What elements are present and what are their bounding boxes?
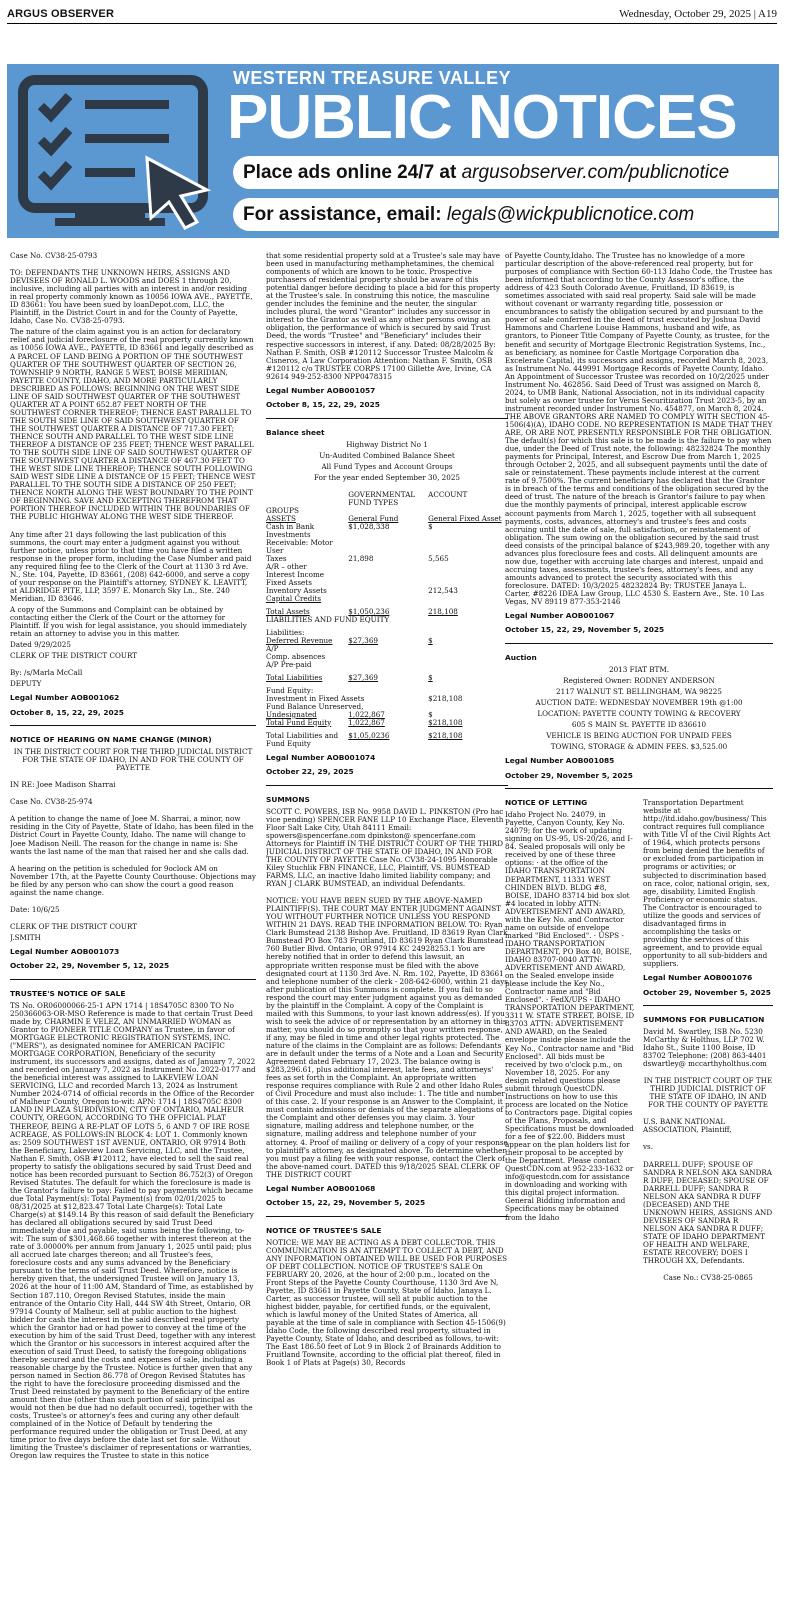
row-label: Deferred Revenue (266, 635, 333, 645)
in-re: IN RE: Joee Madison Sharrai (10, 780, 116, 790)
notice-heading: SUMMONS (266, 794, 310, 804)
cell-value: $ (428, 672, 433, 682)
letting-right-subcolumn (643, 799, 773, 1285)
legal-number: Legal Number AOB001076 (643, 973, 753, 983)
row-label: Investment in Fixed Assets (266, 693, 365, 703)
cell-value: 1,022,867 (348, 709, 385, 719)
assistance-prefix: For assistance, email: (243, 203, 442, 225)
auction-line: 605 S MAIN St. PAYETTE ID 836610 (571, 720, 707, 730)
publication-dates: October 15, 22, 29, November 5, 2025 (505, 625, 665, 635)
row-label: A/P (266, 643, 279, 653)
notice-divider (266, 1216, 508, 1217)
auction-line: LOCATION: PAYETTE COUNTY TOWING & RECOVERY (537, 709, 741, 719)
row-label: Total Assets (266, 606, 310, 616)
row-label: Total Fund Equity (266, 717, 332, 727)
notice-heading: TRUSTEE'S NOTICE OF SALE (10, 988, 126, 998)
cell-value: $ (428, 709, 433, 719)
cell-value (348, 645, 428, 653)
clerk-signature: J.SMITH (10, 932, 41, 942)
publication-dates: October 22, 29, 2025 (266, 767, 354, 777)
cell-value: 21,898 (348, 553, 374, 563)
publication-dates: October 8, 15, 22, 29, 2025 (10, 707, 124, 717)
banner-title: PUBLIC NOTICES (227, 83, 737, 152)
cell-value (428, 645, 508, 653)
row-label: Comp. absences (266, 651, 326, 661)
notice-divider (266, 785, 508, 786)
public-notices-banner (7, 64, 779, 238)
legal-number: Legal Number AOB001057 (266, 385, 376, 395)
paper-name: ARGUS OBSERVER (7, 7, 115, 20)
section-label: Liabilities: (266, 627, 305, 637)
cell-value (428, 571, 508, 587)
publication-dates: October 15, 22, 29, November 5, 2025 (266, 1198, 426, 1208)
trustee-sale-text: NOTICE: WE MAY BE ACTING AS A DEBT COLLECTOR. THIS COMMUNICATION IS AN ATTEMPT TO COLLECT A DEBT, AND ANY INFORMATION OBTAINED WILL BE USED FOR PURPOSES OF DEBT COLLECTION. NOTICE OF TRUSTEE'S SALE On FEBRUARY 20, 2026, at the hour of 2:00 p.m., located on the Front Steps of the Payette County Courthouse, 1130 3rd Ave N, Payette, ID 83661 in Payette County, State of Idaho. Janaya L. Carter, as successor trustee, will sell at public auction to the highest bidder, payable, for certified funds, or the equivalent, which is lawful money of the United States of America, all payable at the time of sale in compliance with Section 45-1506(9) Idaho Code, the following described real property, situated in Payette County, State of Idaho, and described as follows, to-wit: The East 186.50 feet of Lot 9 in Block 2 of Brainards Addition to Fruitland Townsite, according to the official plat thereof, filed in Book 1 of Plats at Page(s) 30, Records (266, 1237, 508, 1368)
cell-value: 218,108 (428, 606, 458, 616)
cell-value: $27,369 (348, 672, 378, 682)
assistance-email-link[interactable]: legals@wickpublicnotice.com (446, 203, 695, 225)
cell-value (428, 563, 508, 571)
cell-value: $1,050,236 (348, 606, 390, 616)
summons-copy: A copy of the Summons and Complaint can be obtained by contacting either the Clerk of the Court or the attorney for Plaintiff. If you wish for legal assistance, you should immediately retain an attorney to advise you in this matter. (10, 604, 247, 639)
place-ads-prefix: Place ads online 24/7 at (243, 161, 457, 183)
notice-heading: NOTICE OF LETTING (505, 798, 588, 808)
publication-dates: October 8, 15, 22, 29, 2025 (266, 400, 380, 410)
assistance-pill (233, 198, 778, 231)
row-label: GROUPS (266, 505, 299, 515)
cell-value (348, 661, 428, 669)
trustee-sale-text: TS No. OR06000066-25-1 APN 1714 | 18S4705C 8300 TO No 250366063-OR-MSO Reference is made to that certain Trust Deed made by, CHARMIN E VELEZ, AN UNMARRIED WOMAN as Grantor to PIONEER TITLE COMPANY as Trustee, in favor of MORTGAGE ELECTRONIC REGISTRATION SYSTEMS, INC. ("MERS"), as designated nominee for AMERICAN PACIFIC MORTGAGE CORPORATION, Beneficiary of the security instrument, its successors and assigns, dated as of January 7, 2022 and recorded on January 7, 2022 as Instrument No. 2022-0177 and the beneficial interest was assigned to LAKEVIEW LOAN SERVICING, LLC and recorded March 13, 2024 as Instrument Number 2024-0714 of official records in the Office of the Recorder of Malheur County, Oregon to-wit: APN: 1714 | 18S4705C 8300 LAND IN PLAZA SUBDIVISION, CITY OF ONTARIO, MALHEUR COUNTY, OREGON, ACCORDING TO THE OFFICIAL PLAT THEREOF, BEING A RE-PLAT OF LOTS 5, 6 AND 7 OF IRE ROSE ACREAGE, AS FOLLOWS:IN BLOCK 4: LOT 1. Commonly known as: 2509 SOUTHWEST 1ST AVENUE, ONTARIO, OR 97914 Both the Beneficiary, Lakeview Loan Servicing, LLC, and the Trustee, Nathan F. Smith, OSB #120112, have elected to sell the said real property to satisfy the obligations secured by said Trust Deed and notice has been recorded pursuant to Section 86.752(3) of Oregon Revised Statutes. The default for which the foreclosure is made is the Grantor's failure to pay: Failed to pay payments which became due Total Payment(s): Total Payment(s) from 02/01/2025 to 08/31/2025 at $12,823.47 Total Late Charge(s): Total Late Charge(s) at $149.14 By this reason of said default the Beneficiary has declared all obligations secured by said Trust Deed immediately due and payable, said sums being the following, to-wit: The sum of $301,468.66 together with interest thereon at the rate of 3.00000% per annum from January 1, 2025 until paid; plus all accrued late charges thereon; and all Trustee's fees, foreclosure costs and any sums advanced by the Beneficiary pursuant to the terms of said Trust Deed. Wherefore, notice is hereby given that, the undersigned Trustee will on January 13, 2026 at the hour of 11:00 AM, Standard of Time, as established by Section 187.110, Oregon Revised Statutes, inside the main entrance of the Ontario City Hall, 444 SW 4th Street, Ontario, OR 97914 County of Malheur, sell at public auction to the highest bidder for cash the interest in the said described real property which the Grantor had or had power to convey at the time of the execution by him of the said Trust Deed, together with any interest which the Grantor or his successors in interest acquired after the execution of said Trust Deed, to satisfy the foregoing obligations thereby secured and the costs and expenses of sale, including a reasonable charge by the Trustee. Notice is further given that any person named in Section 86.778 of Oregon Revised Statutes has the right to have the foreclosure proceeding dismissed and the Trust Deed reinstated by payment to the Beneficiary of the entire amount then due (other than such portion of said principal as would not then be due had no default occurred), together with the costs, Trustee's or attorney's fees and curing any other default complained of in the Notice of Default by tendering the performance required under the obligation or Trust Deed, at any time prior to five days before the date last set for sale. Without limiting the Trustee's disclaimer of representations or warranties, Oregon law requires the Trustee to state in this notice (10, 1000, 256, 1461)
summons-dated: Dated 9/29/2025 (10, 640, 71, 650)
auction-line: Registered Owner: RODNEY ANDERSON (563, 675, 715, 685)
cell-value (348, 571, 428, 587)
trustee-sale-continued: that some residential property sold at a Trustee's sale may have been used in manufacturing methamphetamines, the chemical components of which are known to be toxic. Prospective purchasers of residential property should be aware of this potential danger before deciding to place a bid for this property at the Trustee's sale. In construing this notice, the masculine gender includes the feminine and the neuter, the singular includes plural, the word "Grantor" includes any successor in interest to the Grantor as well as any other persons owing an obligation, the performance of which is secured by said Trust Deed, the words "Trustee" and "Beneficiary" includes their respective successors in interest, if any. Dated: 08/28/2025 By: Nathan F. Smith, OSB #120112 Successor Trustee Malcolm & Cisneros, A Law Corporation Attention: Nathan F. Smith, OSB #120112 c/o TRUSTEE CORPS 17100 Gillette Ave, Irvine, CA 92614 949-252-8300 NPP0478315 (266, 252, 501, 381)
letting-left-subcolumn (505, 799, 635, 1285)
balance-sheet-subtitle: All Fund Types and Account Groups (321, 461, 453, 471)
issue-date-page: Wednesday, October 29, 2025 | A19 (619, 7, 777, 20)
cell-value: $ (428, 635, 433, 645)
auction-details (505, 666, 773, 751)
row-label: Capital Credits (266, 593, 322, 603)
notices-column-2 (266, 252, 508, 1614)
auction-line: AUCTION DATE: WEDNESDAY NOVEMBER 19th @1:00 (535, 698, 743, 708)
balance-sheet-subtitle: For the year ended September 30, 2025 (314, 472, 460, 482)
cell-value (348, 587, 428, 595)
legal-number: Legal Number AOB001062 (10, 693, 120, 703)
row-label: Receivable: Motor User (266, 537, 333, 555)
cell-value (428, 661, 508, 669)
cell-value: $218,108 (428, 717, 463, 727)
trustee-sale-continued: of Payette County,Idaho. The Trustee has no knowledge of a more particular description of the above-referenced real property, but for purposes of compliance with Section 60-113 Idaho Code, the Trustee has been informed that according to the County Assessor's office, the address of 423 South Colorado Avenue, Fruitland, ID 83619, is sometimes associated with said real property. Said sale will be made without covenant or warranty regarding title, possession or encumbrances to satisfy the obligation secured by and pursuant to the power of sale conferred in the deed of trust executed by Joshua David Hammons and Charlene Louise Hammons, husband and wife, as grantors, to Pioneer Title Company of Payette County, as trustee, for the benefit and security of Mortgage Electronic Registration Systems, Inc., as beneficiary, as nominee for Castle Mortgage Corporation dba Excelerate Capital, its successors and assigns, recorded March 8, 2023, as Instrument No. 449991 Mortgage Records of Payette County, Idaho. An Appointment of Successor Trustee was recorded on 10/2/2025 under Instrument No. 462856. Said Deed of Trust was assigned on March 8, 2024, to UMB Bank, National Association, not in its individual capacity but solely as owner trustee for Verus Securitization Trust 2023-5, by an instrument recorded under Instrument No. 454877, on March 8, 2024. THE ABOVE GRANTORS ARE NAMED TO COMPLY WITH SECTION 45-1506(4)(A), IDAHO CODE. NO REPRESENTATION IS MADE THAT THEY ARE, OR ARE NOT, PRESENTLY RESPONSIBLE FOR THE OBLIGATION. The default(s) for which this sale is to be made is the failure to pay when due, under the Deed of Trust note, the following: 48232824 The monthly payments for Principal, Interest, and Escrow Due from March 1, 2025 through October 2, 2025, and all subsequent payments until the date of sale or reinstatement. These payments include interest at the current rate of 9.7500%. The current beneficiary has declared that the Grantor is in breach of the terms and conditions of the obligation secured by the deed of trust. The nature of the breach is Grantor's failure to pay when due the monthly payments of principal, interest applicable escrow account payments from March 1, 2025, together with all subsequent payments, costs, advances, attorney's and trustee's fees and costs accruing until the date of sale, full satisfaction, or reinstatement of obligation. The sum owing on the obligation secured by the said trust deed consists of the principal balance of $243,989.20, together with any advances plus foreclosure fees and costs. All delinquent amounts are now due, together with accruing late charges and interest, unpaid and accruing taxes, assessments, trustee's fees, attorney's fees, and any amounts advanced to protect the security associated with this foreclosure. DATED: 10/3/2025 48232824 By: TRUSTEE Janaya L. Carter, #8226 IDEA Law Group, LLC 4530 S. Eastern Ave., Ste. 10 Las Vegas, NV 89119 877-353-2146 (505, 252, 773, 607)
hearing-text: A hearing on the petition is scheduled for 9oclock AM on November 17th, at the Payette County Courthouse. Objections may be filed by any person who can show the court a good reason against the name change. (10, 863, 256, 897)
row-label: A/R – other (266, 561, 307, 571)
summons-by: By: /s/Marla McCall (10, 668, 83, 678)
publication-dates: October 29, November 5, 2025 (505, 770, 633, 780)
row-label: Interest Income Fixed Assets (266, 569, 325, 587)
balance-sheet-subtitle: Un-Audited Combined Balance Sheet (319, 450, 455, 460)
cell-value: $218,108 (428, 730, 463, 740)
cell-value: $ (428, 521, 433, 531)
notice-divider (10, 725, 256, 726)
auction-line: 2117 WALNUT ST. BELLINGHAM, WA 98225 (556, 687, 722, 697)
notice-divider (10, 979, 256, 980)
section-label: Fund Equity: (266, 685, 314, 695)
notice-heading: NOTICE OF HEARING ON NAME CHANGE (MINOR) (10, 735, 212, 745)
cell-value: 5,565 (428, 553, 449, 563)
case-number: Case No. CV38-25-0793 (10, 252, 98, 260)
petition-text: A petition to change the name of Joee M. Sharrai, a minor, now residing in the City of Payette, State of Idaho, has been filed in the District Court in Payette County, Idaho. The name will change to Joee Madison Neill. The reason for the change in name is: She wants the last name of the man that raised her and she calls dad. (10, 814, 254, 856)
row-label: Fund Balance Unreserved, (266, 701, 364, 711)
section-label: LIABILITIES AND FUND EQUITY (266, 614, 390, 624)
row-label: Total Liabilities and Fund Equity (266, 730, 339, 748)
row-label: Taxes (266, 553, 287, 563)
place-ads-pill (233, 156, 778, 189)
balance-sheet-table (266, 491, 508, 748)
legal-number: Legal Number AOB001073 (10, 946, 120, 956)
cell-value (348, 595, 428, 603)
row-label: Total Liabilities (266, 672, 323, 682)
auction-label: Auction (505, 652, 537, 662)
summons-deputy: DEPUTY (10, 679, 42, 689)
notices-column-1 (10, 252, 256, 1614)
column-head: General Fund (348, 513, 399, 523)
notice-date: Date: 10/6/25 (10, 904, 60, 914)
summons-time: Any time after 21 days following the last publication of this summons, the court may enter a judgment against you without further notice, unless prior to that time you have filed a written response in the proper form, including the Case Number and paid any required filing fee to the Clerk of the Court at 1130 3 rd Ave. N., Ste. 104, Payette, ID 83661, (208) 642-6000, and serve a copy of your response on the Plaintiff's attorney, SYDNEY K. LEAVITT, at ALDRIDGE PITE, LLP, 3597 E. Monarch Sky Ln., Ste. 240 Meridian, ID 83646. (10, 529, 252, 603)
defendants: DARRELL DUFF; SPOUSE OF SANDRA R NELSON AKA SANDRA R DUFF, DECEASED; SPOUSE OF DARRELL DUFF; SANDRA R NELSON AKA SANDRA R DUFF (DECEASED) AND THE UNKNOWN HEIRS, ASSIGNS AND DEVISEES OF SANDRA R NELSON AKA SANDRA R DUFF; STATE OF IDAHO DEPARTMENT OF HEALTH AND WELFARE, ESTATE RECOVERY; DOES I THROUGH XX, Defendants. (643, 1159, 773, 1266)
letting-and-summons-subcolumns (505, 799, 773, 1285)
letting-text-continued: Transportation Department website at http://itd.idaho.gov/business/ This contract requires full compliance with Title VI of the Civil Rights Act of 1964, which protects persons from being denied the benefits of or excluded from participation in programs or activities; or subjected to discrimination based on race, color, national origin, sex, age, disability, Limited English Proficiency or economic status. The Contractor is encouraged to utilize the goods and services of disadvantaged firms in accomplishing the tasks or providing the services of this agreement, and to provide equal opportunity to all sub-bidders and suppliers. (643, 798, 771, 969)
row-label: A/P Pre-paid (266, 659, 312, 669)
case-number: Case No. CV38-25-974 (10, 797, 93, 807)
court-caption: IN THE DISTRICT COURT OF THE THIRD JUDICIAL DISTRICT OF THE STATE OF IDAHO, IN AND FOR THE COUNTY OF PAYETTE (643, 1076, 773, 1110)
cell-value: 1,022,867 (348, 717, 385, 727)
cell-value (428, 595, 508, 603)
notice-divider (643, 1005, 773, 1006)
letting-text: Idaho Project No. 24079, in Payette, Canyon County, Key No. 24079; for the work of updating signing on US-95, US-20/26, and I-84. Sealed proposals will only be received by one of these three options: · at the office of the IDAHO TRANSPORTATION DEPARTMENT, 11331 WEST CHINDEN BLVD. BLDG #8, BOISE, IDAHO 83714 bid box slot #4 located in lobby ATTN: ADVERTISEMENT AND AWARD, with the Key No. and Contractor name on outside of envelope marked "Bid Enclosed". · USPS - IDAHO TRANSPORTATION DEPARTMENT, PO Box 40, BOISE, IDAHO 83707-0040 ATTN: ADVERTISEMENT AND AWARD, on the Sealed envelope inside please include the Key No., Contractor name and "Bid Enclosed". · FedX/UPS - IDAHO TRANSPORTATION DEPARTMENT, 3311 W. STATE STREET, BOISE, ID 83703 ATTN: ADVERTISEMENT AND AWARD, on the Sealed envelope inside please include the Key No., Contractor name and "Bid Enclosed". All bids must be received by two o'clock p.m., on November 18, 2025. For any design related questions please submit through QuestCDN. Instructions on how to use this process are located on the Notice to Contractors page. Digital copies of the Plans, Proposals, and Specifications must be downloaded for a fee of $22.00. Bidders must appear on the plan holders list for their proposal to be accepted by the Department. Please contact QuestCDN.com at 952-233-1632 or info@questcdn.com for assistance in downloading and working with this digital project information. General Bidding information and Specifications may be obtained from the Idaho (505, 810, 635, 1222)
legal-number: Legal Number AOB001074 (266, 752, 376, 762)
notice-divider (505, 788, 773, 789)
cell-value (348, 653, 428, 661)
place-ads-link[interactable]: argusobserver.com/publicnotice (461, 161, 730, 183)
masthead (7, 4, 777, 24)
cell-value (428, 539, 508, 555)
column-head: GOVERNMENTAL FUND TYPES (348, 489, 416, 507)
clerk: CLERK OF THE DISTRICT COURT (10, 921, 138, 931)
case-number: Case No.: CV38-25-0865 (663, 1273, 753, 1283)
cell-value: $1,05,0236 (348, 730, 390, 740)
attorney-block: David M. Swartley, ISB No. 5230 McCarthy & Holthus, LLP 702 W. Idaho St., Suite 1100 Boise, ID 83702 Telephone: (208) 863-4401 dswartley@ mccarthyholthus.com (643, 1026, 767, 1069)
column-head: ACCOUNT (428, 489, 468, 499)
summons-nature: The nature of the claim against you is an action for declaratory relief and judicial foreclosure of the real property currently known as 10056 IOWA AVE., PAYETTE, ID 83661 and legally described as A PARCEL OF LAND BEING A PORTION OF THE SOUTHWEST QUARTER OF THE SOUTHWEST QUARTER OF SECTION 26, TOWNSHIP 9 NORTH, RANGE 5 WEST, BOISE MERIDIAN, PAYETTE COUNTY, IDAHO, AND MORE PARTICULARLY DESCRIBED AS FOLLOWS: BEGINNING ON THE WEST SIDE LINE OF SAID SOUTHWEST QUARTER OF THE SOUTHWEST QUARTER AT A POINT 652.87 FEET NORTH OF THE SOUTHWEST CORNER THEREOF; THENCE EAST PARALLEL TO THE SOUTH SIDE LINE OF SAID SOUTHWEST QUARTER OF THE SOUTHWEST QUARTER A DISTANCE OF 717.30 FEET; THENCE SOUTH AND PARALLEL TO THE WEST SIDE LINE THEREOF A DISTANCE OF 235 FEET; THENCE WEST PARALLEL TO THE SOUTH SIDE LINE OF SAID SOUTHWEST QUARTER OF THE SOUTHWEST QUARTER A DISTANCE OF 467.30 FEET TO THE WEST SIDE LINE THEREOF; THENCE SOUTH FOLLOWING SAID WEST SIDE LINE A DISTANCE OF 15 FEET; THENCE WEST PARALLEL TO THE SOUTH SIDE A DISTANCE OF 250 FEET; THENCE NORTH ALONG THE WEST BOUNDARY TO THE POINT OF BEGINNING. SAVE AND EXCEPTING THEREFROM THAT PORTION THEREOF INCLUDED WITHIN THE BOUNDARIES OF THE PUBLIC HIGHWAY ALONG THE WEST SIDE THEREOF. (10, 327, 256, 522)
cell-value (348, 563, 428, 571)
cell-value (348, 539, 428, 555)
row-label: Cash in Bank Investments (266, 521, 315, 539)
notice-heading: SUMMONS FOR PUBLICATION (643, 1014, 765, 1024)
row-label: ASSETS (266, 513, 296, 523)
banner-kicker: WESTERN TREASURE VALLEY (233, 68, 511, 88)
plaintiff: U.S. BANK NATIONAL ASSOCIATION, Plaintiff, (643, 1117, 732, 1135)
publication-dates: October 29, November 5, 2025 (643, 987, 771, 997)
legal-number: Legal Number AOB001085 (505, 756, 615, 766)
summons-clerk: CLERK OF THE DISTRICT COURT (10, 651, 138, 661)
notice-divider (505, 643, 773, 644)
balance-sheet-title: Highway District No 1 (346, 439, 428, 449)
legal-number: Legal Number AOB001068 (266, 1183, 376, 1193)
notices-column-3 (505, 252, 773, 1614)
cell-value: $27,369 (348, 635, 378, 645)
auction-line: TOWING, STORAGE & ADMIN FEES. $3,525.00 (550, 742, 728, 752)
legal-number: Legal Number AOB001067 (505, 611, 615, 621)
row-label: Inventory Assets (266, 585, 327, 595)
cell-value: 212,543 (428, 585, 458, 595)
summons-to: TO: DEFENDANTS THE UNKNOWN HEIRS, ASSIGNS AND DEVISEES OF RONALD L. WOODS and DOES 1 through 20, inclusive, including all parties with an interest in and/or residing in real property commonly known as 10056 IOWA AVE., PAYETTE, ID 83661: You have been sued by loanDepot.com, LLC, the Plaintiff, in the District Court in and for the County of Payette, Idaho, Case No. CV38-25-0793. (10, 268, 253, 326)
court-caption: IN THE DISTRICT COURT FOR THE THIRD JUDICIAL DISTRICT FOR THE STATE OF IDAHO, IN AND FOR THE COUNTY OF PAYETTE (13, 747, 253, 773)
column-head: General Fixed Asset (428, 513, 502, 523)
summons-caption: SCOTT C. POWERS, ISB No. 9958 DAVID L. PINKSTON (Pro hac vice pending) SPENCER FANE LLP 10 Exchange Place, Eleventh Floor Salt Lake City, Utah 84111 Email: spowers@spencerfane.com dpinkston@ spencerfane.com Attorneys for Plaintiff IN THE DISTRICT COURT OF THE THIRD JUDICIAL DISTRICT OF THE STATE OF IDAHO, IN AND FOR THE COUNTY OF PAYETTE Case No. CV38-24-1095 Honorable Kiley Stuchlik FBN FINANCE, LLC, Plaintiff, VS. BUMSTEAD FARMS, LLC, an inactive Idaho limited liability company; and RYAN J CLARK BUMSTEAD, an individual Defendants. (266, 806, 504, 889)
checklist-with-cursor-icon (15, 72, 225, 232)
notice-divider (266, 418, 508, 419)
summons-text: NOTICE: YOU HAVE BEEN SUED BY THE ABOVE-NAMED PLAINTIFF(S). THE COURT MAY ENTER JUDGMENT AGAINST YOU WITHOUT FURTHER NOTICE UNLESS YOU RESPOND WITHIN 21 DAYS. READ THE INFORMATION BELOW. TO: Ryan Clark Bumstead 2138 Bishop Ave. Fruitland, ID 83619 Ryan Clark Bumstead PO Box 783 Fruitland, ID 83619 Ryan Clark Bumstead 760 Butler Blvd. Ontario, OR 97914 KC 24928253.1 You are hereby notified that in order to defend this lawsuit, an appropriate written response must be filed with the above designated court at 1130 3rd Ave. N. Rm. 102, Payette, ID 83661 and telephone number of the clerk - 208-642-6000, within 21 days after publication of this Summons is complete. If you fail to so respond the court may enter judgment against you as demanded by the plaintiff in the Complaint. A copy of the Complaint is mailed with this Summons, to your last known address(es). If you wish to seek the advice of or representation by an attorney in this matter, you should do so promptly so that your written response, if any, may be filed in time and other legal rights protected. The nature of the claims in the Complaint are as follows: Defendants are in default under the terms of a Note and a Loan and Security Agreement dated February 17, 2023. The balance owing is $283,296.61, plus additional interest, late fees, and attorneys' fees as set forth in the Complaint. An appropriate written response requires compliance with Rule 2 and other Idaho Rules of Civil Procedure and must also include: 1. The title and number of this case. 2. If your response is an Answer to the Complaint, it must contain admissions or denials of the separate allegations of the Complaint and other defenses you may claim. 3. Your signature, mailing address and telephone number, or the signature, mailing address and telephone number of your attorney. 4. Proof of mailing or delivery of a copy of your response to plaintiff's attorney, as designated above. To determine whether you must pay a filing fee with your response, contact the Clerk of the above-named court. DATED this 9/18/2025 SEAL CLERK OF THE DISTRICT COURT (266, 896, 508, 1179)
auction-line: 2013 FIAT BTM. (609, 664, 669, 674)
versus: vs. (643, 1142, 654, 1152)
balance-sheet-label: Balance sheet (266, 427, 325, 437)
cell-value: $1,028,338 (348, 521, 390, 531)
auction-line: VEHICLE IS BEING AUCTION FOR UNPAID FEES (546, 731, 732, 741)
notice-heading: NOTICE OF TRUSTEE'S SALE (266, 1225, 382, 1235)
row-label: Undesignated (266, 709, 317, 719)
cell-value: $218,108 (428, 693, 463, 703)
cell-value (428, 653, 508, 661)
publication-dates: October 22, 29, November 5, 12, 2025 (10, 961, 170, 971)
